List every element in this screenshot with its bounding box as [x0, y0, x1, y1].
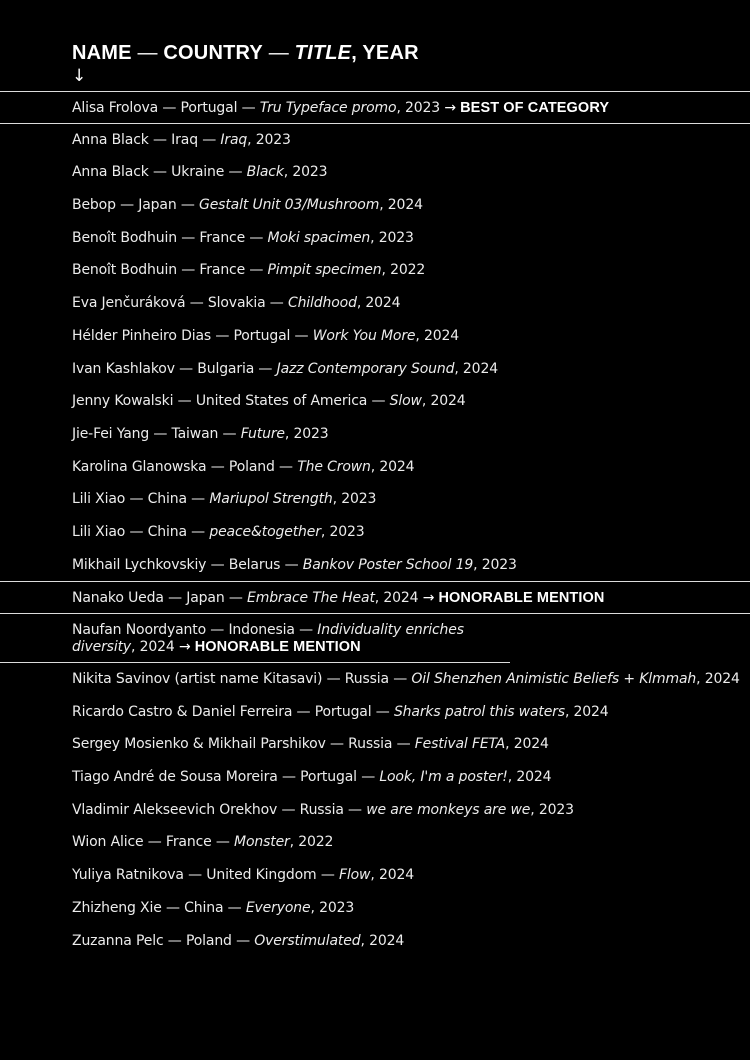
entry-year: , 2024	[370, 458, 415, 475]
entry-year: , 2023	[530, 801, 574, 818]
award-label: HONORABLE MENTION	[434, 590, 605, 607]
entry-year: , 2024	[421, 393, 466, 410]
entry-credit: Tiago André de Sousa Moreira — Portugal —	[72, 769, 380, 786]
list-item	[0, 418, 750, 451]
entry-year: , 2023	[370, 229, 414, 246]
arrow-down-icon: ↓	[72, 66, 87, 86]
entry-year: , 2023	[396, 100, 445, 116]
list-item	[0, 696, 750, 729]
list-item	[0, 859, 750, 892]
list-item	[0, 761, 750, 794]
list-item-awarded	[0, 581, 750, 614]
arrow-right-icon: →	[444, 100, 456, 116]
legend-separator: —	[131, 42, 164, 64]
entry-credit: Alisa Frolova — Portugal —	[72, 100, 260, 116]
entry-credit: Anna Black — Iraq —	[72, 131, 221, 148]
entry-credit: Benoît Bodhuin — France —	[72, 229, 268, 246]
entry-work-title: Gestalt Unit 03/Mushroom	[199, 197, 380, 214]
list-item	[0, 663, 750, 696]
entry-year: , 2024	[505, 736, 549, 753]
entry-work-title: Overstimulated	[254, 932, 361, 949]
entry-credit: Ricardo Castro & Daniel Ferreira — Portugal —	[72, 703, 394, 720]
entry-work-title: Festival FETA	[414, 736, 506, 753]
arrow-right-icon: →	[178, 638, 191, 655]
entry-credit: Anna Black — Ukraine —	[72, 164, 247, 181]
entry-work-title: Pimpit specimen	[267, 262, 382, 279]
entry-year: , 2023	[284, 425, 329, 442]
entry-work-title: Future	[240, 425, 285, 442]
list-item	[0, 287, 750, 320]
list-item-awarded	[0, 91, 750, 124]
entry-credit: Sergey Mosienko & Mikhail Parshikov — Russia —	[72, 736, 415, 753]
entry-work-title: Oil Shenzhen Animistic Beliefs + Klmmah	[411, 671, 697, 687]
entry-year: , 2024	[360, 932, 405, 949]
entry-work-title: Iraq	[220, 131, 248, 148]
award-label: BEST OF CATEGORY	[455, 100, 610, 116]
list-item	[0, 925, 750, 958]
entry-year: , 2023	[320, 523, 365, 540]
entry-year: , 2024	[564, 703, 609, 720]
entry-credit: Eva Jenčuráková — Slovakia —	[72, 295, 288, 312]
entry-credit: Jenny Kowalski — United States of America —	[72, 393, 390, 410]
entry-credit: Karolina Glanowska — Poland —	[72, 458, 298, 475]
list-item	[0, 156, 750, 189]
entry-credit: Mikhail Lychkovskiy — Belarus —	[72, 556, 303, 573]
entry-year: , 2024	[415, 327, 460, 344]
legend-country: COUNTRY	[163, 42, 263, 64]
entry-credit: Nikita Savinov (artist name Kitasavi) — Russia —	[72, 671, 412, 687]
list-item	[0, 794, 750, 827]
entry-credit: Benoît Bodhuin — France —	[72, 262, 268, 279]
list-item	[0, 483, 750, 516]
entry-credit: Vladimir Alekseevich Orekhov — Russia —	[72, 801, 367, 818]
entry-credit: Nanako Ueda — Japan —	[72, 590, 248, 607]
entry-year: , 2024	[454, 360, 498, 377]
entry-work-title: Slow	[389, 393, 422, 410]
entry-credit: Lili Xiao — China —	[72, 491, 210, 508]
entry-work-title: Flow	[338, 867, 371, 884]
entry-year: , 2024	[374, 590, 423, 607]
list-item	[0, 728, 750, 761]
entry-credit: Jie-Fei Yang — Taiwan —	[72, 425, 241, 442]
list-item	[0, 189, 750, 222]
list-item	[0, 826, 750, 859]
entry-work-title: Tru Typeface promo	[259, 100, 397, 116]
entry-credit: Zhizheng Xie — China —	[72, 899, 246, 916]
entry-credit: Bebop — Japan —	[72, 197, 200, 214]
entry-year: , 2023	[332, 491, 377, 508]
entry-year: , 2023	[247, 131, 291, 148]
entry-credit: Lili Xiao — China —	[72, 523, 210, 540]
entry-work-title: Mariupol Strength	[209, 491, 333, 508]
legend-name: NAME	[72, 42, 132, 64]
entry-year: , 2024	[370, 867, 414, 884]
list-item	[0, 516, 750, 549]
entry-work-title: Work You More	[312, 327, 416, 344]
list-item-awarded	[0, 614, 510, 663]
entry-list	[0, 91, 750, 957]
list-item	[0, 451, 750, 484]
legend-separator: —	[262, 42, 295, 64]
entry-year: , 2024	[507, 769, 552, 786]
entry-credit: Wion Alice — France —	[72, 834, 235, 851]
column-legend	[72, 40, 419, 66]
entry-work-title: Bankov Poster School 19	[302, 556, 474, 573]
entry-work-title: Individuality enriches diversity	[72, 622, 464, 655]
list-item	[0, 549, 750, 582]
entry-credit: Naufan Noordyanto — Indonesia —	[72, 622, 318, 638]
list-item	[0, 385, 750, 418]
entry-credit: Ivan Kashlakov — Bulgaria —	[72, 360, 277, 377]
entry-work-title: The Crown	[297, 458, 371, 475]
entry-work-title: Sharks patrol this waters	[393, 703, 565, 720]
entry-work-title: Embrace The Heat	[247, 590, 375, 607]
list-item	[0, 124, 750, 157]
arrow-right-icon: →	[422, 590, 435, 607]
entry-year: , 2024	[696, 671, 740, 687]
entry-work-title: Childhood	[287, 295, 357, 312]
list-header	[72, 40, 419, 86]
legend-separator: ,	[351, 42, 363, 64]
entry-work-title: we are monkeys are we	[366, 801, 531, 818]
entry-work-title: Monster	[234, 834, 290, 851]
entry-work-title: Jazz Contemporary Sound	[276, 360, 455, 377]
list-item	[0, 353, 750, 386]
entry-work-title: peace&together	[209, 523, 321, 540]
entry-year: , 2024	[379, 197, 423, 214]
list-item	[0, 892, 750, 925]
entry-work-title: Everyone	[245, 899, 311, 916]
entry-year: , 2024	[356, 295, 401, 312]
list-item	[0, 254, 750, 287]
award-label: HONORABLE MENTION	[190, 638, 361, 655]
entry-work-title: Black	[246, 164, 284, 181]
entry-year: , 2023	[310, 899, 355, 916]
entry-work-title: Look, I'm a poster!	[379, 769, 508, 786]
entry-year: , 2022	[289, 834, 334, 851]
entry-credit: Hélder Pinheiro Dias — Portugal —	[72, 327, 313, 344]
legend-title: TITLE	[294, 42, 352, 64]
list-item	[0, 320, 750, 353]
entry-work-title: Moki spacimen	[267, 229, 371, 246]
entry-year: , 2022	[381, 262, 426, 279]
entry-year: , 2024	[131, 638, 179, 655]
entry-year: , 2023	[473, 556, 517, 573]
entry-year: , 2023	[283, 164, 328, 181]
entry-credit: Zuzanna Pelc — Poland —	[72, 932, 255, 949]
legend-year: YEAR	[362, 42, 419, 64]
entry-credit: Yuliya Ratnikova — United Kingdom —	[72, 867, 339, 884]
list-item	[0, 222, 750, 255]
